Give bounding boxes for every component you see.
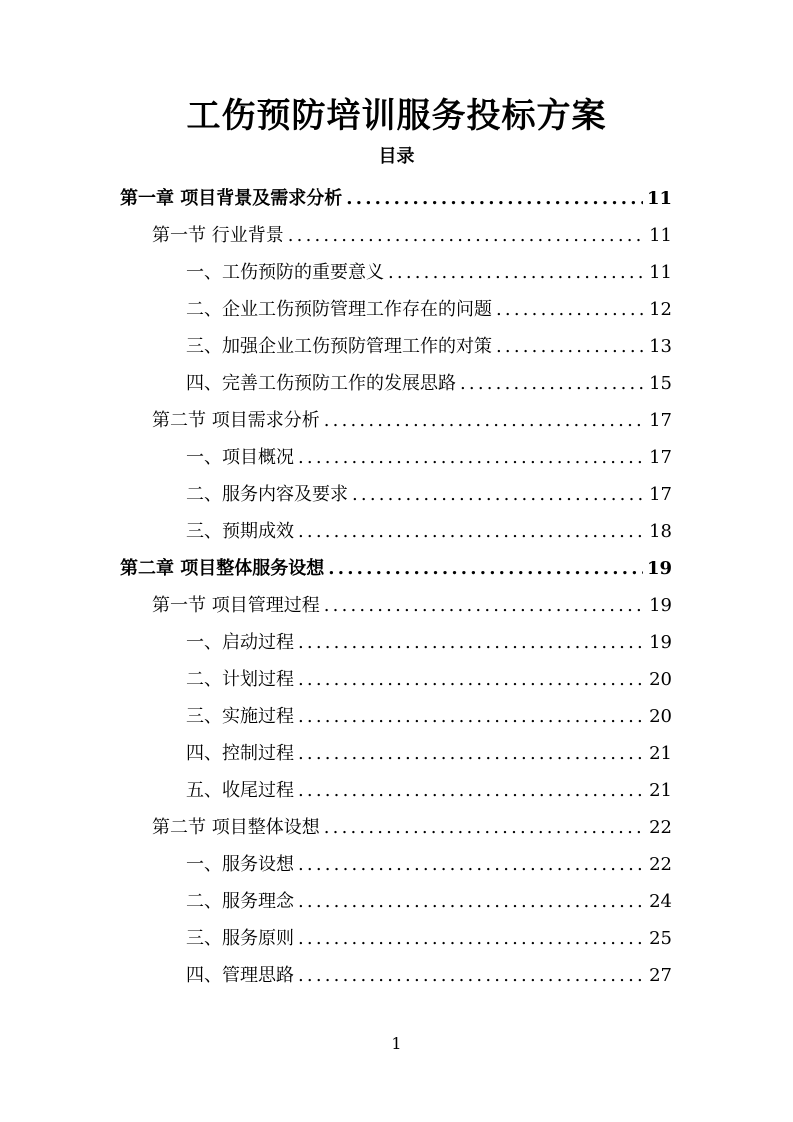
toc-entry-label: 第一节 行业背景 — [152, 225, 284, 246]
page-title: 工伤预防培训服务投标方案 — [186, 96, 607, 136]
toc-entry-label: 第二节 项目需求分析 — [152, 410, 320, 431]
toc-entry-page: 11 — [649, 225, 672, 246]
toc-entry-label: 第二节 项目整体设想 — [152, 817, 320, 838]
toc-entry-label: 三、预期成效 — [186, 521, 294, 542]
toc-entry-item[interactable] — [186, 846, 672, 883]
toc-entry-page: 19 — [649, 632, 672, 653]
toc-entry-page: 27 — [649, 965, 672, 986]
toc-entry-label: 三、实施过程 — [186, 706, 294, 727]
toc-dot-leader — [298, 772, 645, 809]
toc-entry-label: 一、启动过程 — [186, 632, 294, 653]
toc-entry-label: 第二章 项目整体服务设想 — [120, 558, 325, 579]
toc-dot-leader — [388, 254, 645, 291]
toc-entry-page: 17 — [649, 410, 672, 431]
toc-dot-leader — [460, 365, 645, 402]
toc-entry-page: 21 — [649, 780, 672, 801]
toc-entry-page: 24 — [649, 891, 672, 912]
toc-entry-item[interactable] — [186, 365, 672, 402]
toc-dot-leader — [298, 957, 645, 994]
toc-entry-item[interactable] — [186, 476, 672, 513]
toc-dot-leader — [298, 439, 645, 476]
toc-entry-label: 二、计划过程 — [186, 669, 294, 690]
toc-entry-item[interactable] — [186, 291, 672, 328]
toc-dot-leader — [496, 328, 645, 365]
toc-dot-leader — [346, 180, 643, 217]
toc-entry-item[interactable] — [186, 698, 672, 735]
toc-entry-page: 25 — [649, 928, 672, 949]
toc-entry-page: 19 — [646, 558, 672, 579]
toc-entry-page: 17 — [649, 447, 672, 468]
toc-entry-label: 四、控制过程 — [186, 743, 294, 764]
toc-entry-label: 三、服务原则 — [186, 928, 294, 949]
toc-dot-leader — [324, 809, 645, 846]
toc-dot-leader — [298, 698, 645, 735]
toc-entry-item[interactable] — [186, 624, 672, 661]
toc-entry-item[interactable] — [186, 254, 672, 291]
toc-entry-label: 一、工伤预防的重要意义 — [186, 262, 384, 283]
toc-entry-page: 22 — [649, 817, 672, 838]
toc-entry-item[interactable] — [186, 883, 672, 920]
toc-entry-page: 21 — [649, 743, 672, 764]
toc-entry-label: 二、服务理念 — [186, 891, 294, 912]
toc-entry-page: 20 — [649, 669, 672, 690]
toc-entry-label: 五、收尾过程 — [186, 780, 294, 801]
toc-entry-item[interactable] — [186, 920, 672, 957]
toc-entry-label: 一、服务设想 — [186, 854, 294, 875]
toc-entry-page: 18 — [649, 521, 672, 542]
toc-entry-page: 19 — [649, 595, 672, 616]
toc-heading: 目录 — [378, 146, 415, 167]
toc-entry-item[interactable] — [186, 328, 672, 365]
toc-dot-leader — [324, 402, 645, 439]
toc-dot-leader — [298, 513, 645, 550]
toc-entry-section[interactable] — [152, 217, 672, 254]
toc-dot-leader — [298, 624, 645, 661]
toc-entry-chapter-2[interactable] — [120, 550, 672, 587]
toc-entry-section[interactable] — [152, 809, 672, 846]
toc-entry-label: 第一节 项目管理过程 — [152, 595, 320, 616]
toc-entry-page: 20 — [649, 706, 672, 727]
toc-entry-section[interactable] — [152, 402, 672, 439]
toc-entry-item[interactable] — [186, 957, 672, 994]
toc-entry-label: 二、服务内容及要求 — [186, 484, 348, 505]
toc-dot-leader — [288, 217, 645, 254]
page-number: 1 — [391, 1034, 402, 1053]
toc-entry-item[interactable] — [186, 661, 672, 698]
toc-entry-page: 17 — [649, 484, 672, 505]
toc-dot-leader — [496, 291, 645, 328]
toc-entry-label: 三、加强企业工伤预防管理工作的对策 — [186, 336, 492, 357]
toc-entry-label: 四、完善工伤预防工作的发展思路 — [186, 373, 456, 394]
toc-entry-page: 13 — [649, 336, 672, 357]
toc-dot-leader — [298, 883, 645, 920]
toc-dot-leader — [298, 735, 645, 772]
toc-entry-label: 第一章 项目背景及需求分析 — [120, 188, 343, 209]
toc-entry-chapter-1[interactable] — [120, 180, 672, 217]
toc-entry-label: 一、项目概况 — [186, 447, 294, 468]
toc-entry-section[interactable] — [152, 587, 672, 624]
toc-dot-leader — [298, 846, 645, 883]
toc-entry-label: 四、管理思路 — [186, 965, 294, 986]
toc-entry-item[interactable] — [186, 439, 672, 476]
toc-entry-page: 22 — [649, 854, 672, 875]
toc-entry-item[interactable] — [186, 513, 672, 550]
toc-entry-page: 11 — [646, 188, 672, 209]
toc-entry-page: 15 — [649, 373, 672, 394]
toc-dot-leader — [324, 587, 645, 624]
toc-dot-leader — [328, 550, 643, 587]
toc-dot-leader — [352, 476, 645, 513]
toc-dot-leader — [298, 920, 645, 957]
toc-entry-item[interactable] — [186, 772, 672, 809]
toc-entry-item[interactable] — [186, 735, 672, 772]
toc-entry-page: 12 — [649, 299, 672, 320]
toc-entry-label: 二、企业工伤预防管理工作存在的问题 — [186, 299, 492, 320]
toc-dot-leader — [298, 661, 645, 698]
toc-entry-page: 11 — [649, 262, 672, 283]
